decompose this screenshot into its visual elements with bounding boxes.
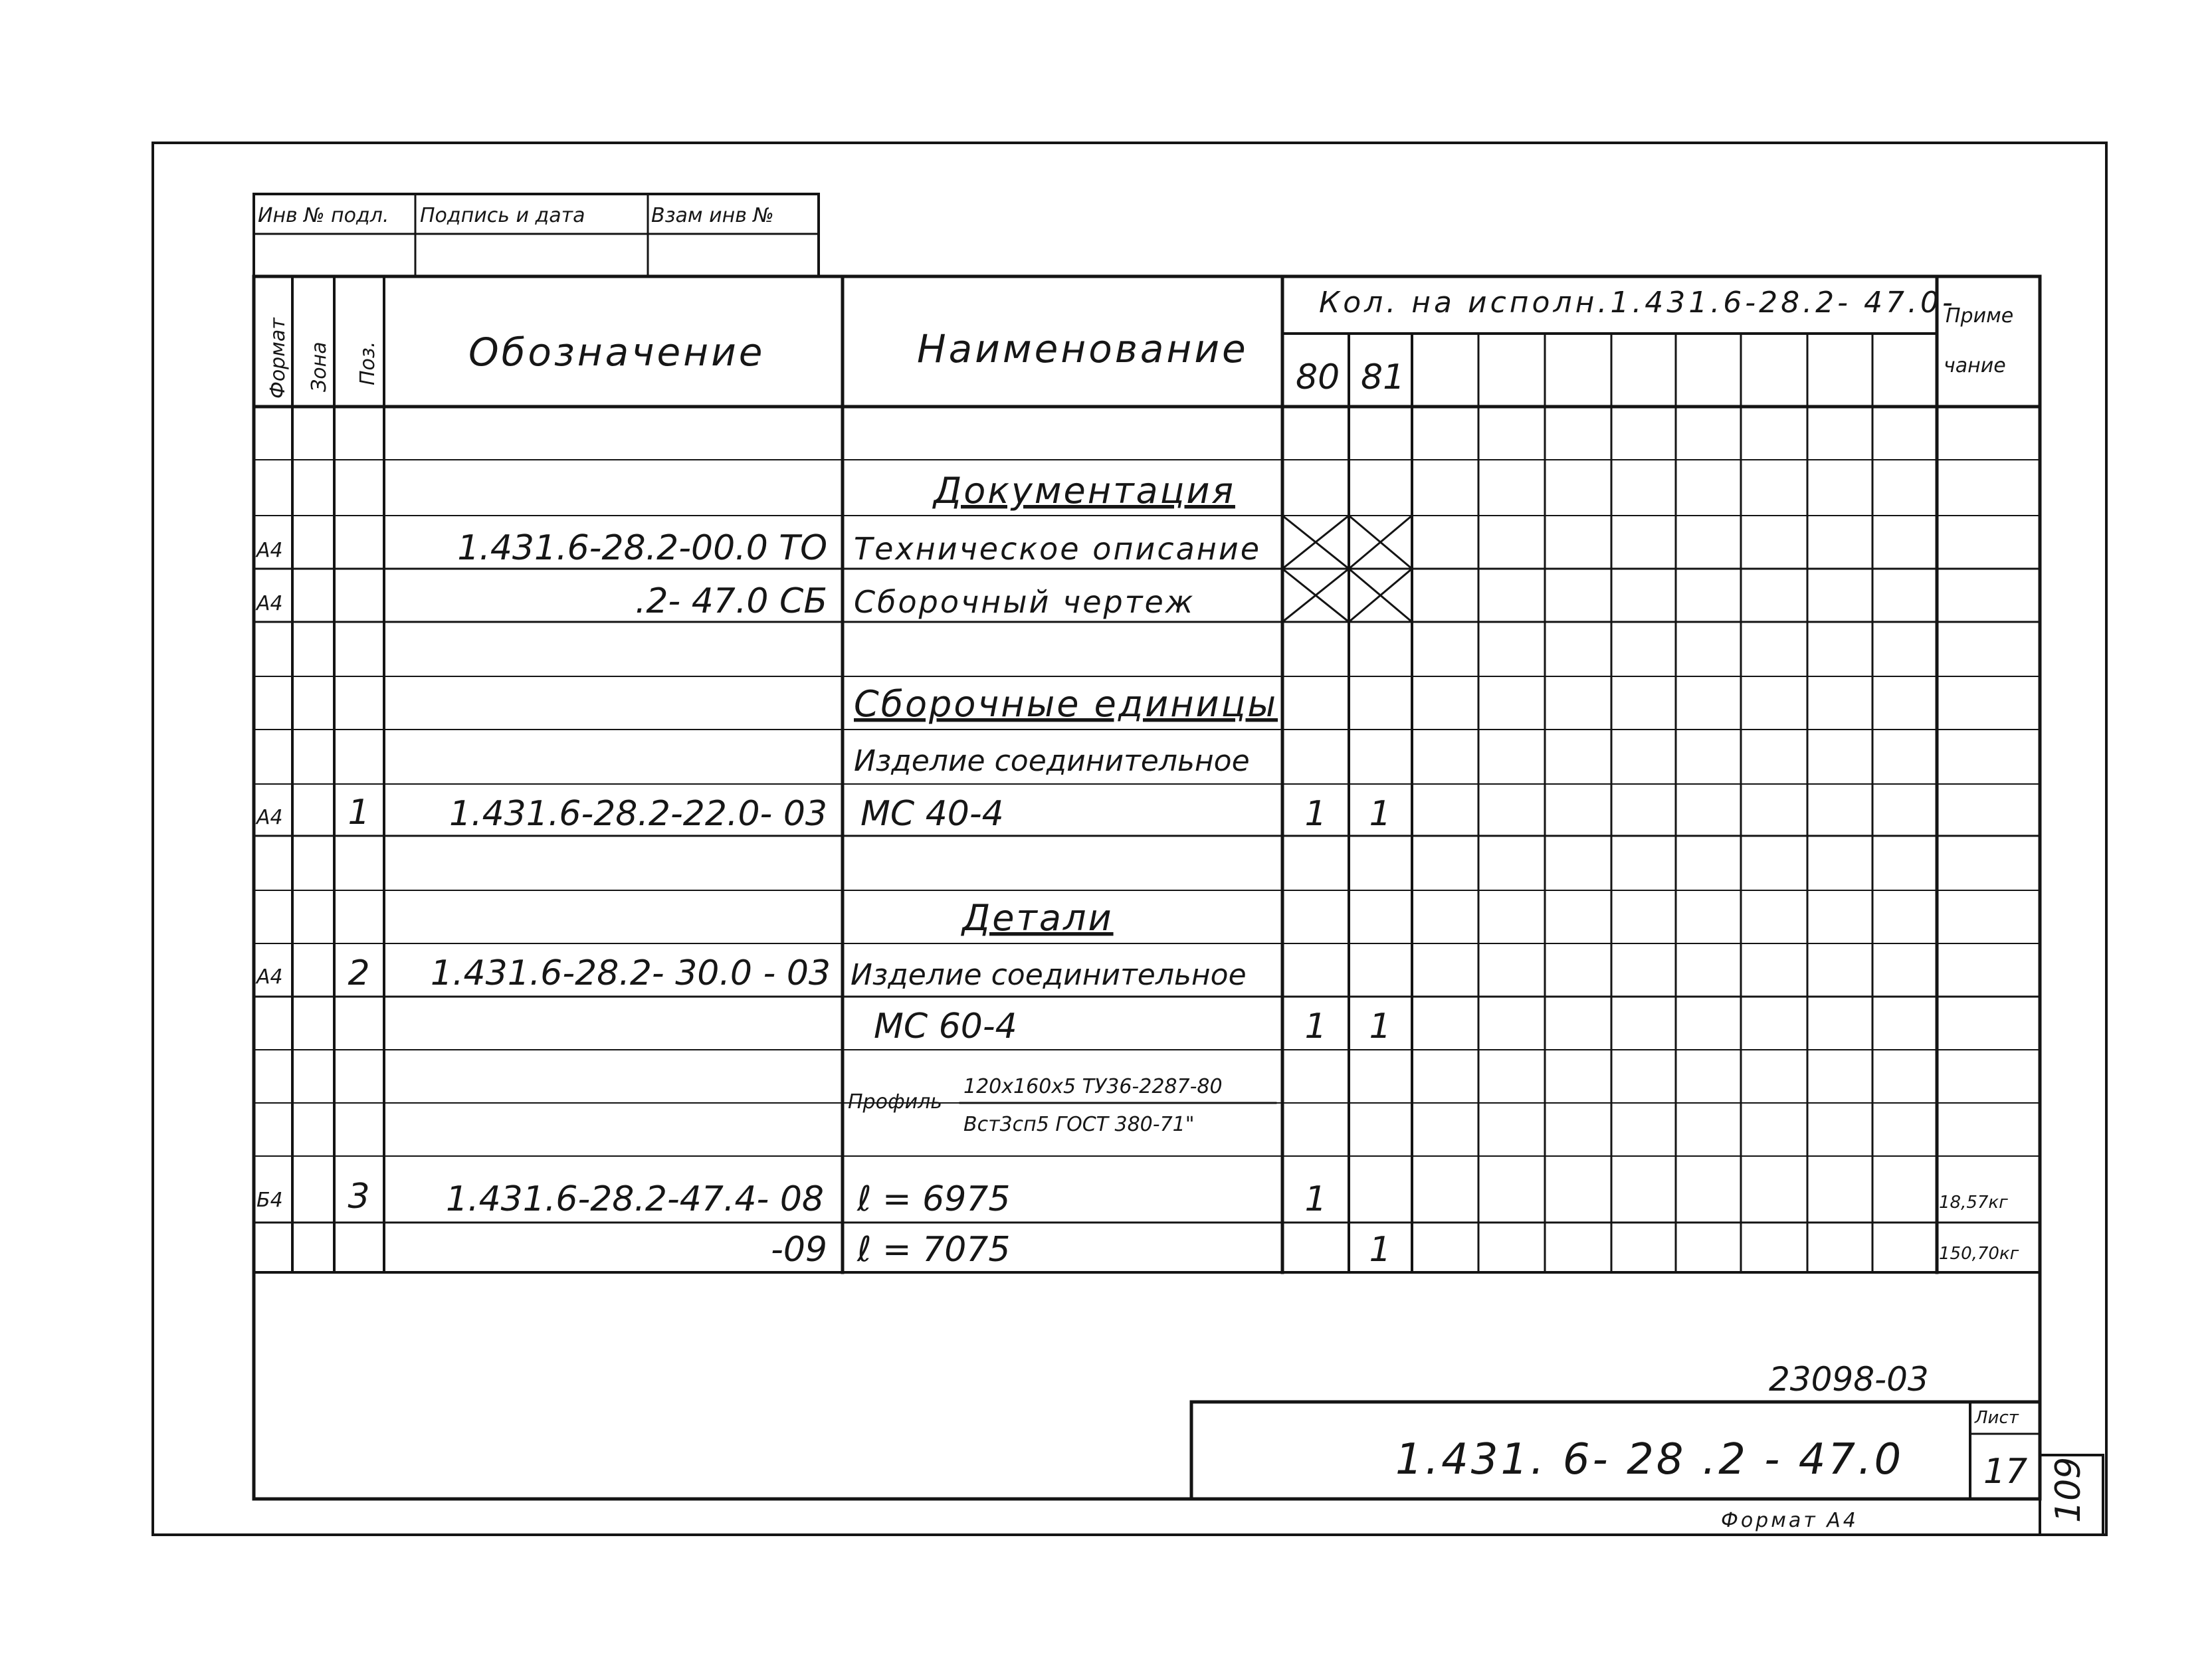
row4-name: Изделие соединительное [851, 958, 1247, 992]
row6-qty-80: 1 [1304, 1179, 1327, 1219]
row3-format: А4 [256, 806, 283, 829]
row4-designation: 1.431.6-28.2- 30.0 - 03 [430, 953, 831, 993]
header-qty: Кол. на исполн.1.431.6-28.2- 47.0- [1319, 286, 1956, 320]
side-mark [2040, 1455, 2103, 1535]
header-variant-80: 80 [1296, 357, 1340, 397]
row4b-qty-81: 1 [1369, 1007, 1391, 1046]
row6-name: ℓ = 6975 [857, 1179, 1011, 1219]
row3-pos: 1 [348, 793, 370, 833]
row-lines [254, 460, 2040, 1272]
row7-qty-81: 1 [1369, 1230, 1391, 1270]
header-note-1: Приме [1946, 304, 2014, 328]
sheet-label: Лист [1975, 1408, 2019, 1428]
stamp-sign-label: Подпись и дата [420, 204, 585, 227]
row7-note: 150,70кг [1939, 1244, 2019, 1264]
row3-name-line1: Изделие соединительное [854, 744, 1250, 778]
section-assembly-units: Сборочные единицы [854, 683, 1278, 725]
header-format: Формат [266, 318, 290, 399]
row2-designation: .2- 47.0 СБ [635, 581, 827, 621]
row2-name: Сборочный чертеж [854, 584, 1195, 620]
row1-designation: 1.431.6-28.2-00.0 ТО [457, 528, 827, 568]
header-name: Наименование [917, 326, 1249, 371]
row7-designation: -09 [771, 1230, 827, 1270]
format-label: Формат А4 [1721, 1509, 1859, 1532]
stamp-replace-label: Взам инв № [651, 204, 774, 227]
row5-profile-numerator: 120x160x5 ТУ36-2287-80 [963, 1075, 1223, 1098]
row6-format: Б4 [256, 1189, 283, 1212]
row4-format: А4 [256, 965, 283, 989]
row1-name: Техническое описание [854, 531, 1262, 567]
row6-designation: 1.431.6-28.2-47.4- 08 [445, 1179, 824, 1219]
stamp-inv-label: Инв № подл. [258, 204, 389, 227]
row1-format: А4 [256, 539, 283, 562]
row3-designation: 1.431.6-28.2-22.0- 03 [449, 794, 827, 834]
row6-note: 18,57кг [1939, 1193, 2008, 1213]
row3-qty-80: 1 [1304, 794, 1327, 834]
row7-name: ℓ = 7075 [857, 1230, 1011, 1270]
row6-pos: 3 [348, 1177, 370, 1217]
row4b-name: МС 60-4 [874, 1007, 1017, 1046]
row4b-qty-80: 1 [1304, 1007, 1327, 1046]
spec-table [254, 276, 2040, 1499]
table-body [255, 470, 2019, 1270]
section-documentation: Документация [934, 470, 1235, 512]
row3-qty-81: 1 [1369, 794, 1391, 834]
header-variant-81: 81 [1361, 357, 1405, 397]
header-note-2: чание [1944, 354, 2006, 377]
approval-stamp [254, 194, 819, 276]
side-mark-number: 109 [2049, 1456, 2088, 1523]
row5-profile-denominator: Вст3сп5 ГОСТ 380-71" [963, 1113, 1195, 1136]
sheet-number: 17 [1983, 1452, 2028, 1492]
archive-number: 23098-03 [1769, 1360, 1929, 1399]
row2-format: А4 [256, 592, 283, 615]
row5-profile-prefix: Профиль [848, 1090, 942, 1114]
header-designation: Обозначение [468, 330, 765, 375]
header-pos: Поз. [356, 341, 379, 385]
document-code: 1.431. 6- 28 .2 - 47.0 [1395, 1435, 1904, 1484]
row3-name: МС 40-4 [860, 794, 1004, 834]
title-block [1191, 1402, 2040, 1499]
row4-pos: 2 [348, 953, 370, 993]
section-details: Детали [962, 897, 1114, 939]
header-zone: Зона [308, 342, 331, 392]
